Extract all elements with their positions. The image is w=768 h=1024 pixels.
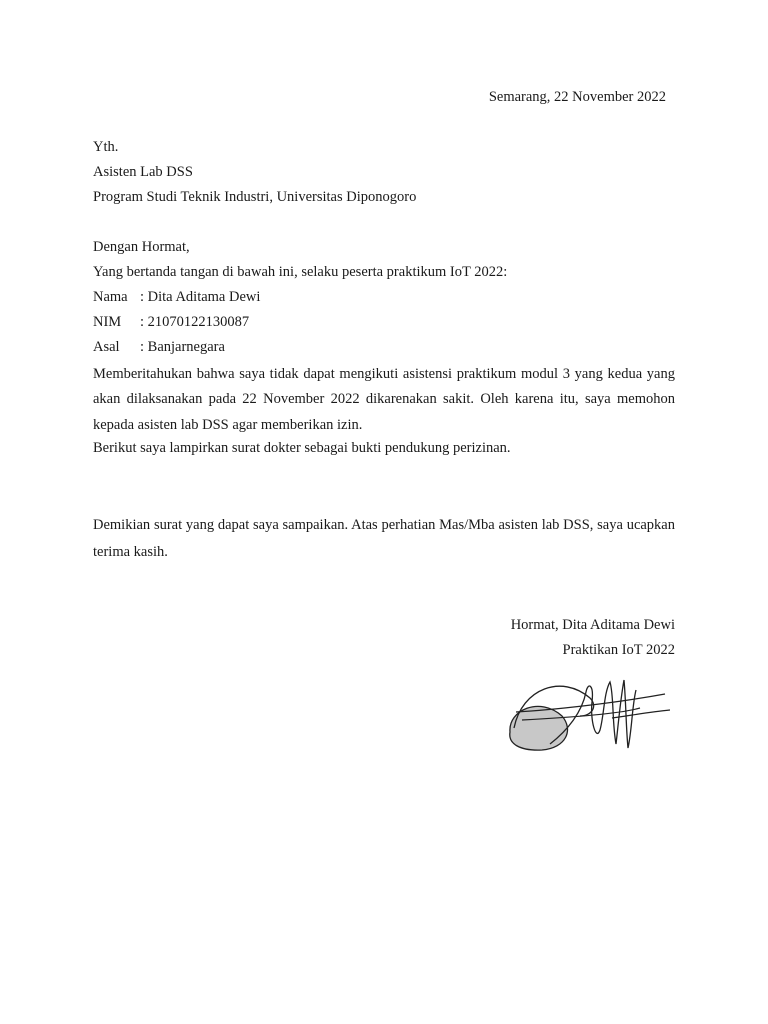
field-row-name [93,287,675,312]
field-label: Asal [93,339,120,355]
field-row-nim [93,312,675,337]
signature-block [420,615,675,665]
recipient-block [93,137,675,212]
field-value: : Banjarnegara [140,339,225,355]
closing-paragraph: Demikian surat yang dapat saya sampaikan. Atas perhatian Mas/Mba asisten lab DSS, saya ucapkan terima kasih. [93,517,675,560]
field-label: Nama [93,289,128,305]
signer-role: Praktikan IoT 2022 [562,642,675,658]
field-value: : 21070122130087 [140,314,250,330]
intro-line: Yang bertanda tangan di bawah ini, selaku peserta praktikum IoT 2022: [93,264,508,280]
recipient-name: Asisten Lab DSS [93,164,193,180]
letter-body [93,237,675,463]
field-value: : Dita Aditama Dewi [140,289,261,305]
salutation: Dengan Hormat, [93,239,190,255]
handwritten-signature [500,672,675,757]
field-row-origin [93,337,675,362]
field-label: NIM [93,314,122,330]
body-paragraph: Memberitahukan bahwa saya tidak dapat mengikuti asistensi praktikum modul 3 yang kedua yang akan dilaksanakan pada 22 November 2022 dikarenakan sakit. Oleh karena itu, saya memohon kepada asisten lab DSS agar memberikan izin. [93,366,675,433]
attachment-note: Berikut saya lampirkan surat dokter sebagai bukti pendukung perizinan. [93,439,511,456]
place-date: Semarang, 22 November 2022 [488,89,666,105]
recipient-greeting: Yth. [93,139,119,155]
recipient-institution: Program Studi Teknik Industri, Universitas Diponogoro [93,189,417,205]
sign-off: Hormat, Dita Aditama Dewi [510,617,675,633]
